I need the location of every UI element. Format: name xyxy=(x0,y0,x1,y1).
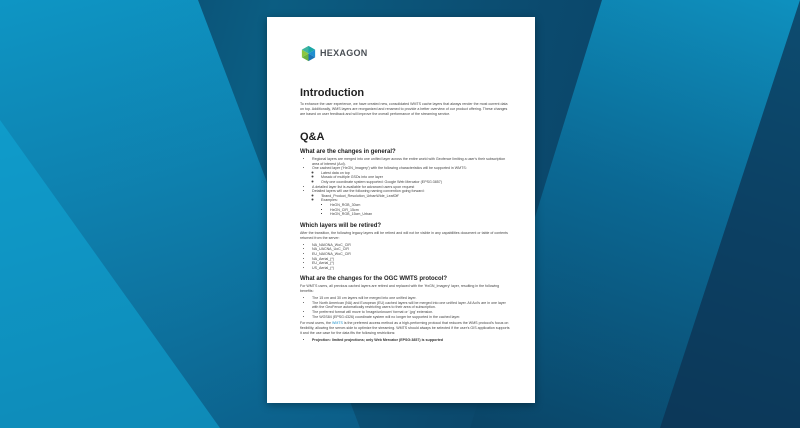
q2-heading: Which layers will be retired? xyxy=(300,222,382,229)
list-item: ▪ HxGN_RGB_15cm_Urban xyxy=(330,212,510,217)
q1-list xyxy=(300,157,510,217)
intro-heading: Introduction xyxy=(300,87,365,99)
list-item: • EU_Aerial_(*) xyxy=(312,261,510,266)
list-item: ▪ HxGN_CIR_15cm xyxy=(330,208,510,213)
document-page xyxy=(267,17,535,403)
list-item: • One cached layer ('HxGN_Imagery') with the following characteristics will be supported in WMTS: ◦ Latest data on top ◦ Mosaic of multiple GSDs into one layer ◦ Only one coordinate system supported: Google Web Mercator (EPSG:3857) xyxy=(312,166,510,184)
list-item: • The preferred format will move to 'image/unknown' format or '.jpg' extension. xyxy=(312,310,510,315)
q3-paragraph: For WMTS users, all previous cached layers are retired and replaced with the 'HxGN_Imagery' layer, resulting in the following benefits: xyxy=(300,284,500,294)
list-item: • Regional layers are merged into one unified layer across the entire world with Geofence limiting a user's their subscription area of interest (AoI). xyxy=(312,157,510,166)
q3-list-2 xyxy=(300,338,510,343)
list-item: ◦ Latest data on top xyxy=(321,171,510,176)
list-item: • The North American (NA) and European (EU) cached layers will be merged into one unified layer. All AoI's are in one layer with the GeoFence automatically restricting users to their area of subscription. xyxy=(312,301,510,310)
list-item: • US_Aerial_(*) xyxy=(312,266,510,271)
list-item: • The 15 cm and 30 cm layers will be merged into one unified layer. xyxy=(312,296,510,301)
qa-heading: Q&A xyxy=(300,131,325,143)
list-item: ◦ Examples: ▪ HxGN_RGB_30cm ▪ HxGN_CIR_15cm ▪ HxGN_RGB_15cm_Urban xyxy=(321,198,510,216)
intro-paragraph: To enhance the user experience, we have created new, consolidated WMTS cache layers that always render the most current data on top. Additionally, WMS layers are reorganized and renamed to provide a better overview of our product offering. These changes are based on user feedback and will improve the overall performance of the streaming service. xyxy=(300,102,508,116)
list-item: ◦ Only one coordinate system supported: Google Web Mercator (EPSG:3857) xyxy=(321,180,510,185)
list-item: ▪ HxGN_RGB_30cm xyxy=(330,203,510,208)
q3-paragraph-2: For most users, the WMTS is the preferred access method as a high-performing protocol that reduces the WMS protocol's focus on flexibility, allowing the server-side to optimize the streaming. WMTS should always be selected if the user's GIS application supports it and the use case for the data fits the following restrictions: xyxy=(300,321,510,336)
list-item: • NA_UACNA_UoC_CIR xyxy=(312,247,510,252)
document-content xyxy=(300,43,510,345)
q3-heading: What are the changes for the OGC WMTS protocol? xyxy=(300,276,448,283)
wmts-link[interactable]: WMTS xyxy=(331,321,343,326)
list-item: • EU_NAIONA_WoC_CIR xyxy=(312,252,510,257)
q3-list xyxy=(300,296,510,319)
hexagon-logo-icon xyxy=(300,45,317,62)
list-item: • Projection: limited projections; only Web Mercator (EPSG:3857) is supported xyxy=(312,338,510,343)
list-item: ◦ Mosaic of multiple GSDs into one layer xyxy=(321,175,510,180)
q2-paragraph: After the transition, the following legacy layers will be retired and will not be visible in any capabilities document or table of contents returned from the server: xyxy=(300,230,508,240)
list-item: • The WGS84 (EPSG:4326) coordinate system will no longer be supported in the cached layer. xyxy=(312,315,510,320)
q1-heading: What are the changes in general? xyxy=(300,149,396,155)
logo-text: HEXAGON xyxy=(320,48,368,58)
hexagon-logo xyxy=(300,43,510,63)
list-item: • NA_NAIONA_WoC_CIR xyxy=(312,243,510,248)
list-item: • A detailed layer list is available for advanced users upon request xyxy=(312,185,510,190)
list-item: • NA_Aerial_(*) xyxy=(312,257,510,262)
list-item: ◦ 'Brand_Product_Resolution_UrbanWide_LeafOff' xyxy=(321,194,510,199)
q2-list xyxy=(300,243,510,271)
list-item: • Detailed layers will use the following naming convention going forward: ◦ 'Brand_Product_Resolution_UrbanWide_LeafOff' ◦ Examples: ▪ HxGN_RGB_30cm ▪ HxGN_CIR_15cm ▪ HxGN_RGB_15cm_Urban xyxy=(312,189,510,217)
